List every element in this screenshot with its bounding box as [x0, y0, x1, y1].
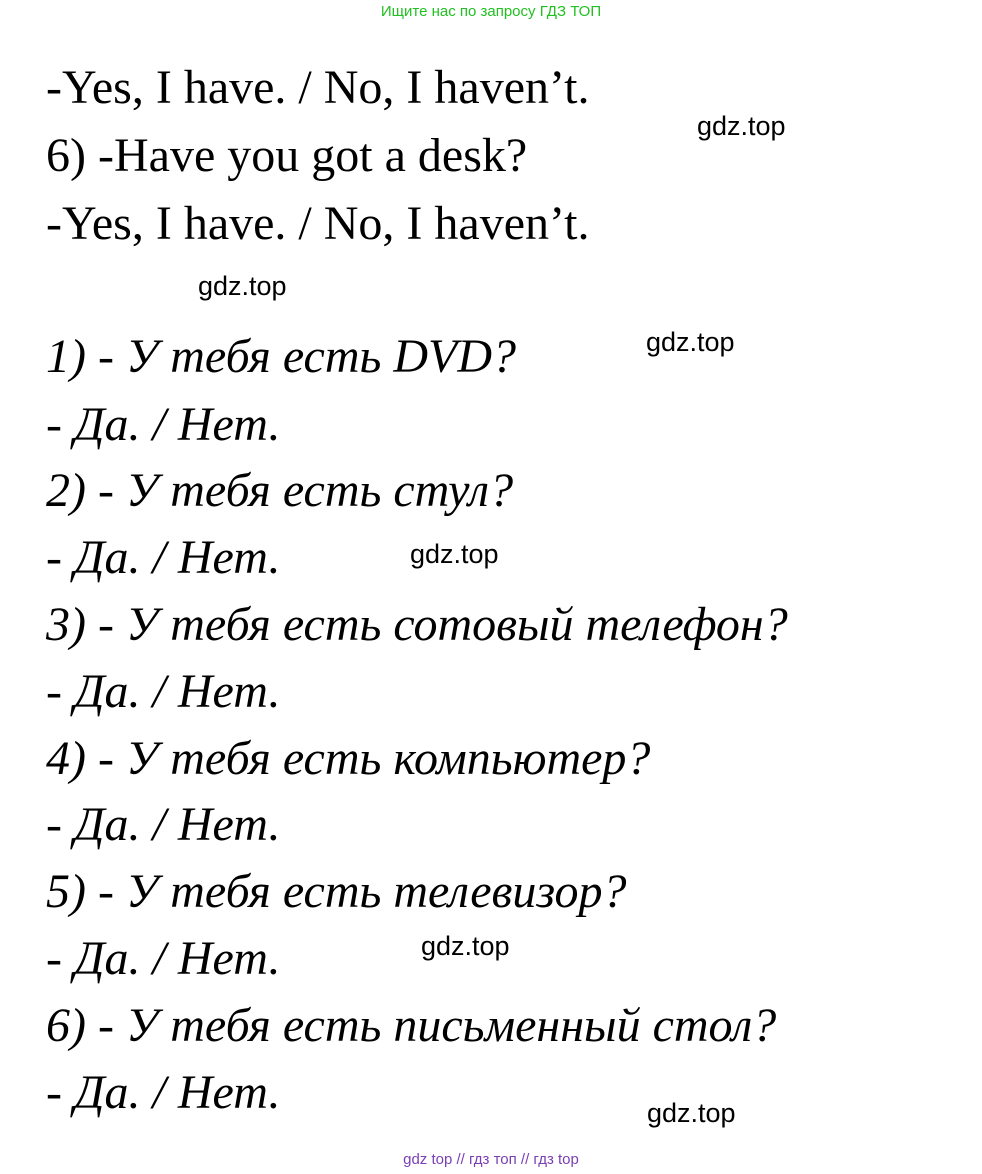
translation-answer-1: - Да. / Нет. [46, 398, 281, 451]
top-banner: Ищите нас по запросу ГДЗ ТОП [380, 3, 602, 20]
translation-answer-2: - Да. / Нет. [46, 531, 281, 584]
translation-question-2: 2) - У тебя есть стул? [46, 464, 514, 517]
translation-question-6: 6) - У тебя есть письменный стол? [46, 999, 777, 1052]
watermark: gdz.top [410, 539, 499, 569]
translation-question-5: 5) - У тебя есть телевизор? [46, 865, 627, 918]
watermark: gdz.top [646, 327, 735, 357]
footer-links: gdz top // гдз топ // гдз top [403, 1151, 579, 1168]
question-line: 6) -Have you got a desk? [46, 129, 528, 182]
translation-question-4: 4) - У тебя есть компьютер? [46, 732, 651, 785]
answer-line: -Yes, I have. / No, I haven’t. [46, 197, 590, 250]
watermark: gdz.top [198, 271, 287, 301]
translation-question-3: 3) - У тебя есть сотовый телефон? [46, 598, 788, 651]
translation-answer-3: - Да. / Нет. [46, 665, 281, 718]
translation-question-1: 1) - У тебя есть DVD? [46, 330, 516, 383]
watermark: gdz.top [647, 1098, 736, 1128]
watermark: gdz.top [697, 111, 786, 141]
answer-line: -Yes, I have. / No, I haven’t. [46, 61, 590, 114]
translation-answer-5: - Да. / Нет. [46, 932, 281, 985]
watermark: gdz.top [421, 931, 510, 961]
translation-answer-6: - Да. / Нет. [46, 1066, 281, 1119]
translation-answer-4: - Да. / Нет. [46, 798, 281, 851]
